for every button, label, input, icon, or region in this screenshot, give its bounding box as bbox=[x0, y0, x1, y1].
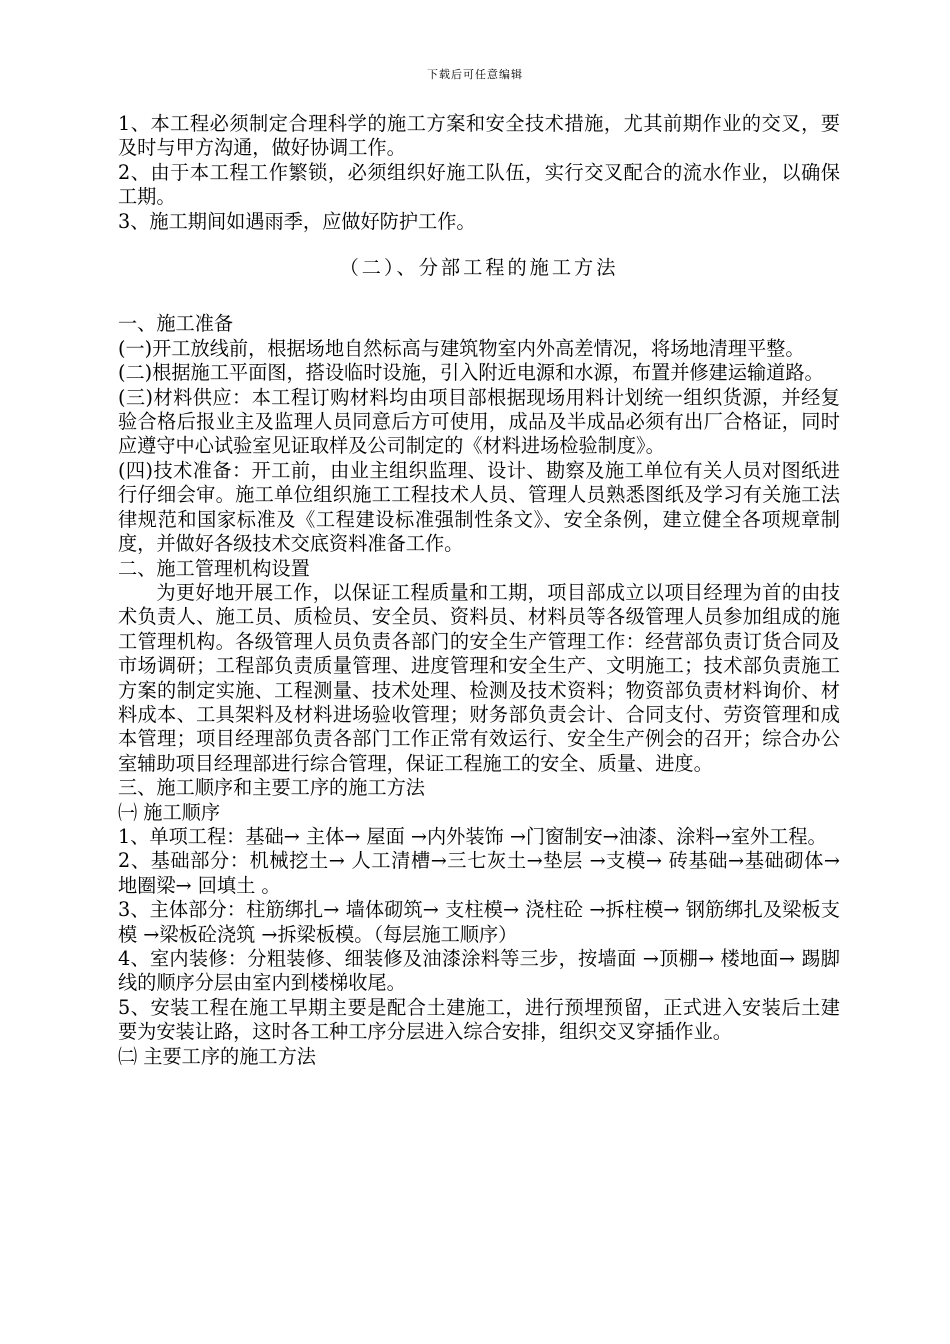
heading: 二、施工管理机构设置 bbox=[118, 556, 310, 580]
paragraph: (二)根据施工平面图，搭设临时设施，引入附近电源和水源，布置并修建运输道路。 bbox=[118, 361, 824, 385]
paragraph: 2、基础部分：机械挖土→ 人工清槽→三七灰土→垫层 →支模→ 砖基础→基础砌体→ 地圈梁→ 回填土 。 bbox=[118, 849, 840, 897]
subheading: ㈡ 主要工序的施工方法 bbox=[118, 1044, 316, 1068]
paragraph: 为更好地开展工作，以保证工程质量和工期，项目部成立以项目经理为首的由技术负责人、施工员、质检员、安全员、资料员、材料员等各级管理人员参加组成的施工管理机构。各级管理人员负责各部门的安全生产管理工作：经营部负责订货合同及市场调研；工程部负责质量管理、进度管理和安全生产、文明施工；技术部负责施工方案的制定实施、工程测量、技术处理、检测及技术资料；物资部负责材料询价、材料成本、工具架料及材料进场验收管理；财务部负责会计、合同支付、劳资管理和成本管理；项目经理部负责各部门工作正常有效运行、安全生产例会的召开；综合办公室辅助项目经理部进行综合管理，保证工程施工的安全、质量、进度。 bbox=[118, 580, 840, 775]
paragraph: 5、安装工程在施工早期主要是配合土建施工，进行预埋预留，正式进入安装后土建要为安装让路，这时各工种工序分层进入综合安排，组织交叉穿插作业。 bbox=[118, 995, 840, 1044]
section-title: （二）、分部工程的施工方法 bbox=[339, 256, 619, 280]
paragraph: 4、室内装修：分粗装修、细装修及油漆涂料等三步，按墙面 →顶棚→ 楼地面→ 踢脚线的顺序分层由室内到楼梯收尾。 bbox=[118, 947, 840, 995]
subheading: ㈠ 施工顺序 bbox=[118, 800, 221, 824]
paragraph: 2、由于本工程工作繁锁，必须组织好施工队伍，实行交叉配合的流水作业，以确保工期。 bbox=[118, 160, 840, 209]
paragraph: 3、主体部分：柱筋绑扎→ 墙体砌筑→ 支柱模→ 浇柱砼 →拆柱模→ 钢筋绑扎及梁板支模 →梁板砼浇筑 →拆梁板模。（每层施工顺序） bbox=[118, 898, 840, 946]
paragraph: 1、单项工程：基础→ 主体→ 屋面 →内外装饰 →门窗制安→油漆、涂料→室外工程。 bbox=[118, 824, 827, 848]
paragraph: (四)技术准备：开工前，由业主组织监理、设计、勘察及施工单位有关人员对图纸进行仔细会审。施工单位组织施工工程技术人员、管理人员熟悉图纸及学习有关施工法律规范和国家标准及《工程建设标准强制性条文》、安全条例，建立健全各项规章制度，并做好各级技术交底资料准备工作。 bbox=[118, 458, 840, 556]
heading: 一、施工准备 bbox=[118, 312, 234, 336]
document-body bbox=[118, 112, 840, 1069]
paragraph: (一)开工放线前，根据场地自然标高与建筑物室内外高差情况，将场地清理平整。 bbox=[118, 336, 805, 360]
paragraph: (三)材料供应：本工程订购材料均由项目部根据现场用料计划统一组织货源，并经复验合格后报业主及监理人员同意后方可使用，成品及半成品必须有出厂合格证，同时应遵守中心试验室见证取样及公司制定的《材料进场检验制度》。 bbox=[118, 385, 840, 458]
heading: 三、施工顺序和主要工序的施工方法 bbox=[118, 776, 425, 800]
paragraph: 1、本工程必须制定合理科学的施工方案和安全技术措施，尤其前期作业的交叉，要及时与甲方沟通，做好协调工作。 bbox=[118, 112, 840, 160]
paragraph: 3、施工期间如遇雨季，应做好防护工作。 bbox=[118, 209, 476, 233]
page-header: 下载后可任意编辑 bbox=[427, 68, 523, 81]
